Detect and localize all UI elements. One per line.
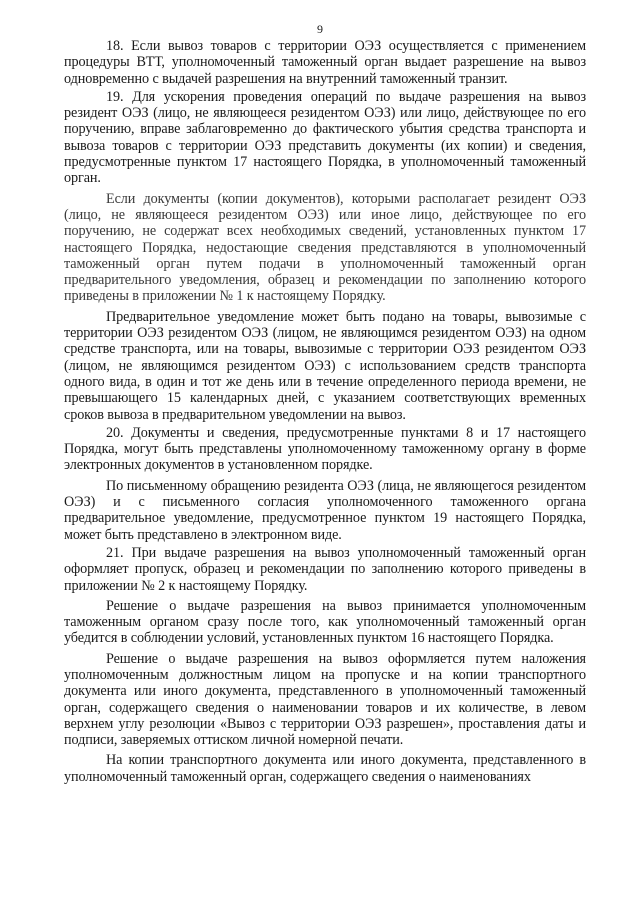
paragraph-19-preliminary-notice: Предварительное уведомление может быть подано на товары, вывозимые с территории ОЭЗ резидентом ОЭЗ (лицом, не являющимся резидентом ОЭЗ) на одном средстве транспорта, или на товары, вывозимые с территории ОЭЗ резидентом ОЭЗ (лицом, не являющимся резидентом ОЭЗ) с использованием средств транспорта одного вида, в один и тот же день или в течение определенного периода времени, не превышающего 15 календарных дней, с указанием соответствующих временных сроков вывоза в предварительном уведомлении на вывоз.: [64, 308, 586, 423]
paragraph-19: 19. Для ускорения проведения операций по выдаче разрешения на вывоз резидент ОЭЗ (лицо, не являющееся резидентом ОЭЗ) или лицо, действующее по его поручению, вправе заблаговременно до фактического убытия средства транспорта и вывоза товаров с территории ОЭЗ представить документы (их копии) и сведения, предусмотренные пунктом 17 настоящего Порядка, в уполномоченный таможенный орган.: [64, 88, 586, 187]
paragraph-19-documents: Если документы (копии документов), которыми располагает резидент ОЭЗ (лицо, не являющееся резидентом ОЭЗ) или иное лицо, действующее по его поручению, не содержат всех необходимых сведений, установленных пунктом 17 настоящего Порядка, недостающие сведения представляются в уполномоченный таможенный орган путем подачи в уполномоченный таможенный орган предварительного уведомления, образец и рекомендации по заполнению которого приведены в приложении № 1 к настоящему Порядку.: [64, 190, 586, 305]
paragraph-20-electronic: По письменному обращению резидента ОЭЗ (лица, не являющегося резидентом ОЭЗ) и с письменного согласия уполномоченного таможенного органа предварительное уведомление, предусмотренное пунктом 19 настоящего Порядка, может быть представлено в электронном виде.: [64, 477, 586, 543]
page-number: 9: [317, 22, 323, 36]
paragraph-18: 18. Если вывоз товаров с территории ОЭЗ осуществляется с применением процедуры ВТТ, уполномоченный таможенный орган выдает разрешение на вывоз одновременно с выдачей разрешения на внутренний таможенный транзит.: [64, 38, 586, 87]
paragraph-20: 20. Документы и сведения, предусмотренные пунктами 8 и 17 настоящего Порядка, могут быть представлены уполномоченному таможенному органу в форме электронных документов в установленном порядке.: [64, 424, 586, 474]
paragraph-21-transport-copy: На копии транспортного документа или иного документа, представленного в уполномоченный таможенный орган, содержащего сведения о наименованиях: [64, 752, 586, 785]
paragraph-21-resolution: Решение о выдаче разрешения на вывоз оформляется путем наложения уполномоченным должностным лицом на пропуске и на копии транспортного документа или иного документа, представленного в уполномоченный таможенный орган, содержащего сведения о наименовании товаров и их количестве, в левом верхнем углу резолюции «Вывоз с территории ОЭЗ разрешен», проставления даты и подписи, заверяемых оттиском личной номерной печати.: [64, 650, 586, 749]
paragraph-21-decision: Решение о выдаче разрешения на вывоз принимается уполномоченным таможенным органом сразу после того, как уполномоченный таможенный орган убедится в соблюдении условий, установленных пунктом 16 настоящего Порядка.: [64, 597, 586, 647]
paragraph-21: 21. При выдаче разрешения на вывоз уполномоченный таможенный орган оформляет пропуск, образец и рекомендации по заполнению которого приведены в приложении № 2 к настоящему Порядку.: [64, 544, 586, 594]
document-body: [64, 38, 586, 785]
